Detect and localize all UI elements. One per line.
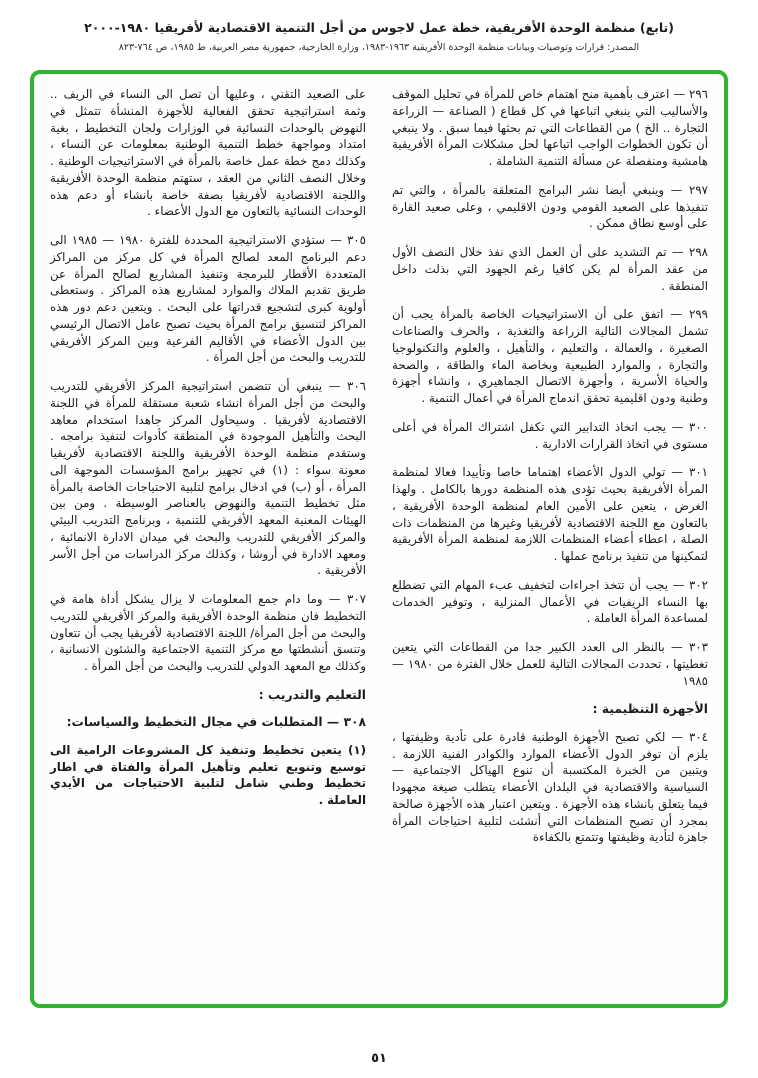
paragraph-298: ٢٩٨ — تم التشديد على أن العمل الذي نفذ خلال النصف الأول من عقد المرأة لم يكن كافيا رغم الجهود التي بذلت داخل المنطقة . xyxy=(392,245,708,293)
paragraph-302: ٣٠٢ — يجب أن تتخذ اجراءات لتخفيف عبء المهام التي تضطلع بها النساء الريفيات في الأعمال المنزلية ، وتوفير الخدمات لمساعدة المرأة العاملة . xyxy=(392,577,708,626)
document-title: (تابع) منظمة الوحدة الأفريقية، خطة عمل لاجوس من أجل التنمية الاقتصادية لأفريقيا ١٩٨٠-٢٠٠٠ xyxy=(84,20,674,35)
paragraph-303: ٣٠٣ — بالنظر الى العدد الكبير جدا من القطاعات التي يتعين تغطيتها ، تحددت المجالات التالية للعمل خلال الفترة من ١٩٨٠ — ١٩٨٥ xyxy=(392,640,708,688)
paragraph-307: ٣٠٧ — وما دام جمع المعلومات لا يزال يشكل أداة هامة في التخطيط فان منظمة الوحدة الأفريقية والمركز الأفريقي للتدريب والبحث من أجل المرأة/ اللجنة الاقتصادية لأفريقيا يجب أن تتعاون وتنسق أنشطتها مع مركز التنمية الاجتماعية والشئون الانسانية ، وكذلك مع المعهد الدولي للتدريب والبحث من أجل المرأة . xyxy=(50,592,366,674)
right-column xyxy=(392,86,708,994)
paragraph-305: ٣٠٥ — ستؤدي الاستراتيجية المحددة للفترة ١٩٨٠ — ١٩٨٥ الى دعم البرنامج المعد لصالح المرأة في كل مركز من المراكز المتعددة الأقطار للبرمجة وتنفيذ المشاريع لصالح المرأة عن طريق تقديم الملاك والموارد لمشاريع هذه المراكز . وستعطى أولوية كبرى لتشجيع قدراتها على البحث . ويتعين دعم دور هذه المراكز لتنسيق برامج المرأة بحيث تصبح عامل الاتصال الرئيسي بين الدول الأعضاء في الأقاليم الفرعية وبين المركز الأفريقي للتدريب والبحث من أجل المرأة . xyxy=(50,233,366,365)
paragraph-299: ٢٩٩ — اتفق على أن الاستراتيجيات الخاصة بالمرأة يجب أن تشمل المجالات التالية الزراعة والتغذية ، والحرف والصناعات الصغيرة ، والعمالة ، والتعليم ، والتأهيل ، والعلوم والتكنولوجيا والتجارة ، والموارد الطبيعية وبخاصة الماء والطاقة ، والصحة والحياة الأسرية ، وأجهزة الاتصال الجماهيري ، وانشاء أجهزة وطنية ودون اقليمية تحقق اندماج المرأة في أعمال التنمية . xyxy=(392,307,708,406)
heading-organizational-apparatus: الأجهزة التنظيمية : xyxy=(592,702,708,717)
content-border-box xyxy=(30,70,728,1008)
heading-education-training: التعليم والتدريب : xyxy=(258,687,366,702)
paragraph-304: ٣٠٤ — لكي تصبح الأجهزة الوطنية قادرة على تأدية وظيفتها ، يلزم أن توفر الدول الأعضاء الموارد والكوادر الفنية اللازمة . ويتبين من الخبرة المكتسبة أن تنوع الهياكل الاجتماعية — السياسية والاقتصادية في البلدان الأعضاء يتطلب صيغة مجهودا فيما يتعلق بانشاء هذه الأجهزة . ويتعين اعتبار هذه الأجهزة صالحة بمجرد أن تصبح المنظمات التي أنشئت لتلبية احتياجات المرأة جاهزة لتأدية وظيفتها وتتمتع بالكفاءة xyxy=(392,729,708,845)
left-column xyxy=(50,86,366,994)
paragraph-300: ٣٠٠ — يجب اتخاذ التدابير التي تكفل اشتراك المرأة في أعلى مستوى في اتخاذ القرارات الادارية . xyxy=(392,419,708,451)
paragraph-308-item-1: (١) يتعين تخطيط وتنفيذ كل المشروعات الرامية الى توسيع وتنويع تعليم وتأهيل المرأة والفتاة في اطار تخطيط وطني شامل لتلبية الاحتياجات من الأيدي العاملة . xyxy=(50,742,366,808)
two-column-layout xyxy=(50,86,708,994)
document-source: المصدر: قرارات وتوصيات وبيانات منظمة الوحدة الأفريقية ١٩٦٣-١٩٨٣، وزارة الخارجية، جمهورية مصر العربية، ط ١٩٨٥، ص ٧٦٤-٨٢٣ xyxy=(118,41,640,53)
paragraph-297: ٢٩٧ — وينبغي أيضا نشر البرامج المتعلقة بالمرأة ، والتي تم تنفيذها على الصعيد القومي ودون الاقليمي ، وعلى صعيد القارة على أوسع نطاق ممكن . xyxy=(392,182,708,231)
page-number: ٥١ xyxy=(371,1051,387,1066)
document-header xyxy=(0,0,758,54)
heading-308-planning-policy-requirements: ٣٠٨ — المتطلبات في مجال التخطيط والسياسات: xyxy=(66,715,366,730)
paragraph-304-continuation: على الصعيد التقني ، وعليها أن تصل الى النساء في الريف .. وثمة استراتيجية تحقق الفعالية للأجهزة المنشأة تتمثل في النهوض بالوحدات النسائية في الوزارات ولجان التخطيط ، بغية امتداد ومواجهة خطط التنمية الوطنية بمعلومات عن النساء ، وكذلك دمج خطة عمل خاصة بالمرأة في الاستراتيجيات الوطنية . وخلال النصف الثاني من العقد ، ستهتم منظمة الوحدة الأفريقية واللجنة الاقتصادية لأفريقيا بصفة خاصة بانشاء أو دعم هذه الوحدات النسائية بالتعاون مع الدول الأعضاء . xyxy=(50,87,366,219)
paragraph-306: ٣٠٦ — ينبغي أن تتضمن استراتيجية المركز الأفريقي للتدريب والبحث من أجل المرأة انشاء شعبة مستقلة للمرأة في اللجنة الاقتصادية لأفريقيا . وسيحاول المركز جاهدا استخدام معاهد البحث والتأهيل الموجودة في المنطقة كأدوات لتنفيذ برامجه . وستقدم منظمة الوحدة الأفريقية واللجنة الاقتصادية لأفريقيا معونة سواء : (١) في تجهيز برامج المؤسسات الموجهة الى المرأة ، أو (ب) في ادخال برامج لتلبية الاحتياجات الخاصة بالمرأة مثل تخطيط التنمية والنهوض بالعناصر الوسيطة . ومن بين الهيئات المعنية المعهد الأفريقي للتنمية ، وبرنامج التدريب البيئي والمركز الأفريقي للتدريب والبحث في ميدان الادارة الانمائية ، ومعهد الادارة في أروشا ، وكذلك مركز الدراسات من أجل الأسر الأفريقية . xyxy=(50,379,366,578)
paragraph-301: ٣٠١ — تولي الدول الأعضاء اهتماما خاصا وتأييدا فعالا لمنظمة المرأة الأفريقية بحيث تؤدى هذه المنظمة دورها بالكامل . ولهذا الغرض ، يتعين على الأمين العام لمنظمة الوحدة الأفريقية ، بالتعاون مع اللجنة الاقتصادية لأفريقيا وغيرها من المنظمات ذات الصلة ، اعطاء أعضاء المنظمات اللازمة لمنظمة المرأة الأفريقية لتمكينها من تنفيذ برنامج عملها . xyxy=(392,465,708,564)
paragraph-296: ٢٩٦ — اعترف بأهمية منح اهتمام خاص للمرأة في تحليل الموقف والأساليب التي ينبغي اتباعها في كل قطاع ( الصناعة — الزراعة التجارة .. الخ ) من القطاعات التي تم بحثها فيما سبق . ولا ينبغي أن تكون الخطوات الواجب اتباعها لحل مشكلات المرأة الأفريقية هامشية ومنفصلة عن مسألة التنمية الشاملة . xyxy=(392,87,708,169)
